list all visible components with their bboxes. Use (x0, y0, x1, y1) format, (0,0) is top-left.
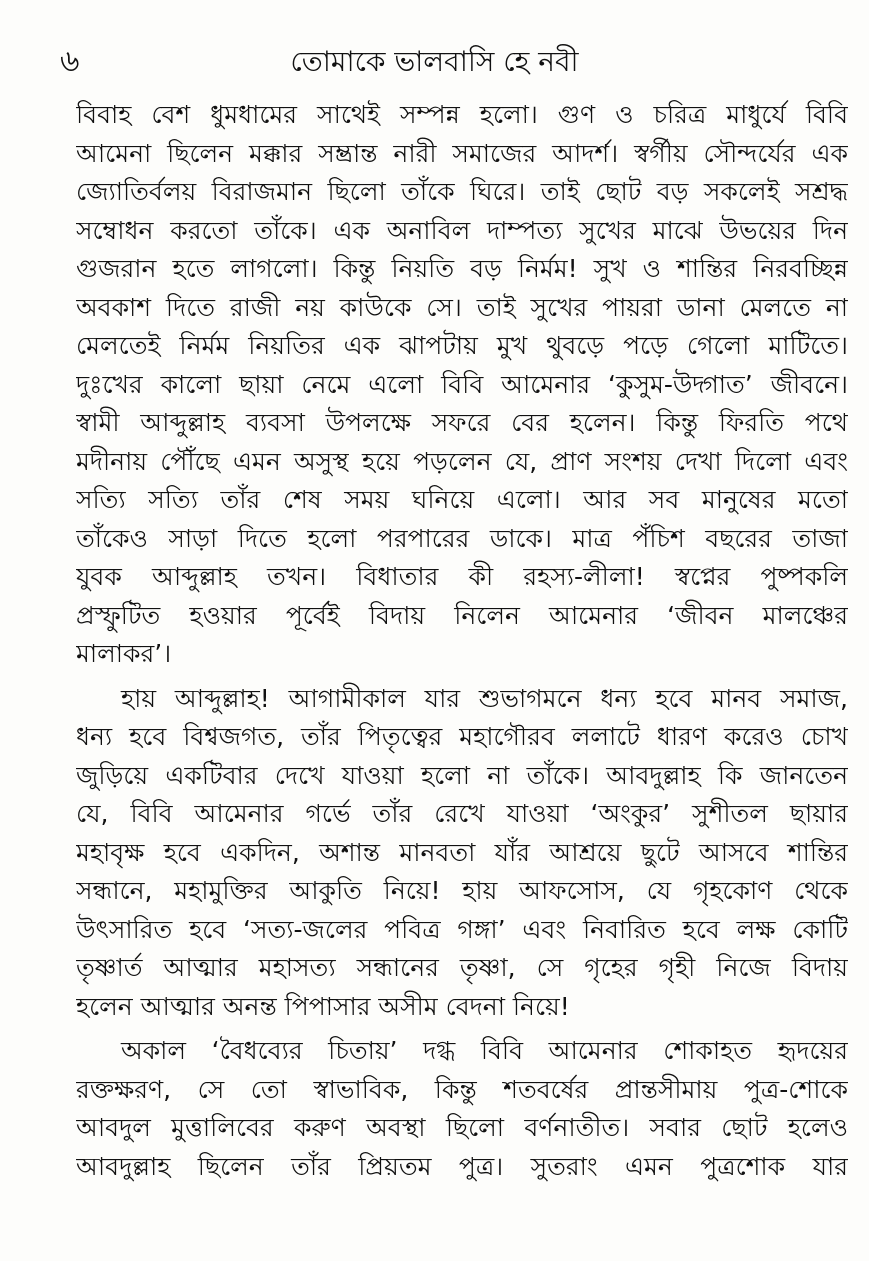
paragraph (76, 680, 848, 1027)
running-title: তোমাকে ভালবাসি হে নবী (290, 45, 579, 78)
text-line: যুবক আব্দুল্লাহ তখন। বিধাতার কী রহস্য-লীলা! স্বপ্নের পুষ্পকলি (76, 562, 848, 591)
text-line: ধন্য হবে বিশ্বজগত, তাঁর পিতৃত্বের মহাগৌরব ললাটে ধারণ করেও চোখ (76, 722, 848, 751)
paragraph (76, 1032, 848, 1186)
text-line: আমেনা ছিলেন মক্কার সম্ভ্রান্ত নারী সমাজের আদর্শ। স্বর্গীয় সৌন্দর্যের এক (76, 138, 848, 168)
text-line: তৃষ্ণার্ত আত্মার মহাসত্য সন্ধানের তৃষ্ণা, সে গৃহের গৃহী নিজে বিদায় (76, 953, 848, 982)
text-line: তাঁকেও সাড়া দিতে হলো পরপারের ডাকে। মাত্র পঁচিশ বছরের তাজা (76, 523, 848, 553)
text-line: জ্যোতির্বলয় বিরাজমান ছিলো তাঁকে ঘিরে। তাই ছোট বড় সকলেই সশ্রদ্ধ (76, 177, 848, 206)
text-line: সত্যি সত্যি তাঁর শেষ সময় ঘনিয়ে এলো। আর সব মানুষের মতো (76, 485, 848, 514)
text-line: গুজরান হতে লাগলো। কিন্তু নিয়তি বড় নির্মম! সুখ ও শান্তির নিরবচ্ছিন্ন (76, 254, 848, 283)
text-line: রক্তক্ষরণ, সে তো স্বাভাবিক, কিন্তু শতবর্ষের প্রান্তসীমায় পুত্র-শোকে (76, 1074, 848, 1104)
text-line: মালাকর’। (76, 639, 172, 668)
paragraph (76, 96, 848, 674)
text-line: সম্বোধন করতো তাঁকে। এক অনাবিল দাম্পত্য সুখের মাঝে উভয়ের দিন (76, 215, 848, 245)
text-line: মহাবৃক্ষ হবে একদিন, অশান্ত মানবতা যাঁর আশ্রয়ে ছুটে আসবে শান্তির (76, 837, 848, 867)
text-line: স্বামী আব্দুল্লাহ ব্যবসা উপলক্ষে সফরে বের হলেন। কিন্তু ফিরতি পথে (76, 408, 848, 437)
text-line: আবদুল মুত্তালিবের করুণ অবস্থা ছিলো বর্ণনাতীত। সবার ছোট হলেও (76, 1113, 848, 1142)
text-line: জুড়িয়ে একটিবার দেখে যাওয়া হলো না তাঁকে। আবদুল্লাহ কি জানতেন (76, 760, 848, 790)
page-body (76, 96, 848, 1186)
text-line: যে, বিবি আমেনার গর্ভে তাঁর রেখে যাওয়া ‘অংকুর’ সুশীতল ছায়ার (76, 799, 848, 828)
text-line: দুঃখের কালো ছায়া নেমে এলো বিবি আমেনার ‘কুসুম-উদ্গাত’ জীবনে। (76, 369, 848, 399)
text-line: অকাল ‘বৈধব্যের চিতায়’ দগ্ধ বিবি আমেনার শোকাহত হৃদয়ের (121, 1036, 848, 1065)
text-line: অবকাশ দিতে রাজী নয় কাউকে সে। তাই সুখের পায়রা ডানা মেলতে না (76, 292, 848, 322)
text-line: প্রস্ফুটিত হওয়ার পূর্বেই বিদায় নিলেন আমেনার ‘জীবন মালঞ্চের (76, 600, 848, 630)
text-line: আবদুল্লাহ ছিলেন তাঁর প্রিয়তম পুত্র। সুতরাং এমন পুত্রশোক যার (76, 1151, 848, 1181)
text-line: বিবাহ বেশ ধুমধামের সাথেই সম্পন্ন হলো। গুণ ও চরিত্র মাধুর্যে বিবি (76, 100, 848, 129)
text-line: উৎসারিত হবে ‘সত্য-জলের পবিত্র গঙ্গা’ এবং নিবারিত হবে লক্ষ কোটি (76, 914, 848, 944)
text-line: হায় আব্দুল্লাহ! আগামীকাল যার শুভাগমনে ধন্য হবে মানব সমাজ, (121, 683, 848, 713)
text-line: সন্ধানে, মহামুক্তির আকুতি নিয়ে! হায় আফসোস, যে গৃহকোণ থেকে (76, 876, 848, 905)
page-number: ৬ (60, 44, 80, 79)
text-line: হলেন আত্মার অনন্ত পিপাসার অসীম বেদনা নিয়ে! (76, 991, 570, 1021)
text-line: মেলতেই নির্মম নিয়তির এক ঝাপটায় মুখ থুবড়ে পড়ে গেলো মাটিতে। (76, 331, 848, 360)
text-line: মদীনায় পৌঁছে এমন অসুস্থ হয়ে পড়লেন যে, প্রাণ সংশয় দেখা দিলো এবং (76, 446, 848, 476)
